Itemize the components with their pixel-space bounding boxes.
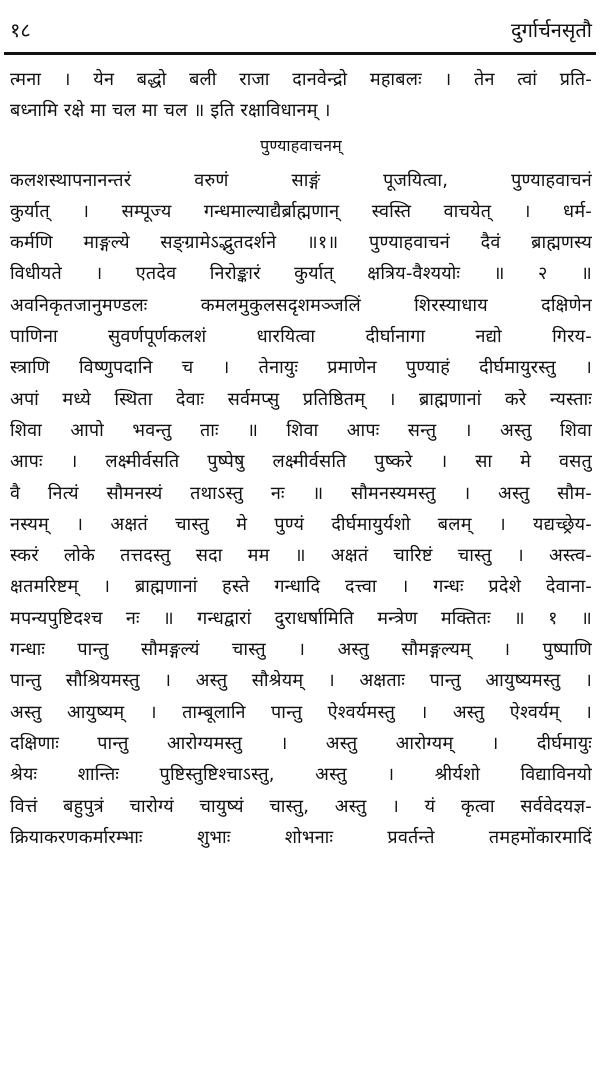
text-line: स्करं लोके तत्तदस्तु सदा मम ॥ अक्षतं चारिष्टं चास्तु । अस्त्व- — [10, 545, 592, 567]
text-line: स्त्राणि विष्णुपदानि च । तेनायुः प्रमाणेन पुण्याहं दीर्घमायुरस्तु । — [10, 357, 592, 379]
text-line: पाणिना सुवर्णपूर्णकलशं धारयित्वा दीर्घानागा नद्यो गिरय- — [10, 326, 592, 348]
text-line: वित्तं बहुपुत्रं चारोग्यं चायुष्यं चास्तु, अस्तु । यं कृत्वा सर्ववेदयज्ञ- — [10, 795, 592, 817]
text-line: कर्मणि माङ्गल्ये सङ्ग्रामेऽद्भुतदर्शने ॥१॥ पुण्याहवाचनं दैवं ब्राह्मणस्य — [10, 232, 592, 254]
page-number: १८ — [10, 17, 31, 42]
text-line: श्रेयः शान्तिः पुष्टिस्तुष्टिश्चाऽस्तु, अस्तु । श्रीर्यशो विद्याविनयो — [10, 764, 592, 786]
text-line: दक्षिणाः पान्तु आरोग्यमस्तु । अस्तु आरोग्यम् । दीर्घमायुः — [10, 732, 592, 754]
text-line: अवनिकृतजानुमण्डलः कमलमुकुलसदृशमञ्जलिं शिरस्याधाय दक्षिणेन — [10, 294, 592, 316]
section-heading: पुण्याहवाचनम् — [260, 135, 342, 155]
text-line: पान्तु सौश्रियमस्तु । अस्तु सौश्रेयम् । अक्षताः पान्तु आयुष्यमस्तु । — [10, 670, 592, 692]
text-line: मपन्यपुष्टिदश्च नः ॥ गन्धद्वारां दुराधर्षामिति मन्त्रेण मक्तितः ॥ १ ॥ — [10, 607, 592, 629]
text-line: त्मना । येन बद्धो बली राजा दानवेन्द्रो महाबलः । तेन त्वां प्रति- — [10, 69, 592, 90]
text-line: शिवा आपो भवन्तु ताः ॥ शिवा आपः सन्तु । अस्तु शिवा — [10, 419, 592, 441]
text-line: क्रियाकरणकर्मारम्भाः शुभाः शोभनाः प्रवर्तन्ते तमहमोंकारमादिं — [10, 826, 592, 848]
text-line: अपां मध्ये स्थिता देवाः सर्वमप्सु प्रतिष्ठितम् । ब्राह्मणानां करे न्यस्ताः — [10, 388, 592, 410]
header-rule — [4, 52, 596, 55]
page-header — [10, 12, 592, 46]
text-line: विधीयते । एतदेव निरोङ्कारं कुर्यात् क्षत्रिय-वैश्ययोः ॥ २ ॥ — [10, 263, 592, 285]
text-line: आपः । लक्ष्मीर्वसति पुष्पेषु लक्ष्मीर्वसति पुष्करे । सा मे वसतु — [10, 451, 592, 473]
running-title: दुर्गार्चनसृतौ — [511, 17, 592, 42]
text-line: अस्तु आयुष्यम् । ताम्बूलानि पान्तु ऐश्वर्यमस्तु । अस्तु ऐश्वर्यम् । — [10, 701, 592, 723]
text-line: क्षतमरिष्टम् । ब्राह्मणानां हस्ते गन्धादि दत्त्वा । गन्धः प्रदेशे देवाना- — [10, 576, 592, 598]
text-line: गन्धाः पान्तु सौमङ्गल्यं चास्तु । अस्तु सौमङ्गल्यम् । पुष्पाणि — [10, 639, 592, 661]
text-line: बध्नामि रक्षे मा चल मा चल ॥ इति रक्षाविधानम् । — [10, 100, 331, 122]
text-line: कलशस्थापनानन्तरं वरुणं साङ्गं पूजयित्वा, पुण्याहवाचनं — [10, 169, 592, 191]
text-body — [10, 64, 592, 853]
text-line: वै नित्यं सौमनस्यं तथाऽस्तु नः ॥ सौमनस्यमस्तु । अस्तु सौम- — [10, 482, 592, 504]
text-line: नस्यम् । अक्षतं चास्तु मे पुण्यं दीर्घमायुर्यशो बलम् । यद्यच्छ्रेय- — [10, 513, 592, 535]
text-line: कुर्यात् । सम्पूज्य गन्धमाल्याद्यैर्ब्राह्मणान् स्वस्ति वाचयेत् । धर्म- — [10, 200, 592, 222]
